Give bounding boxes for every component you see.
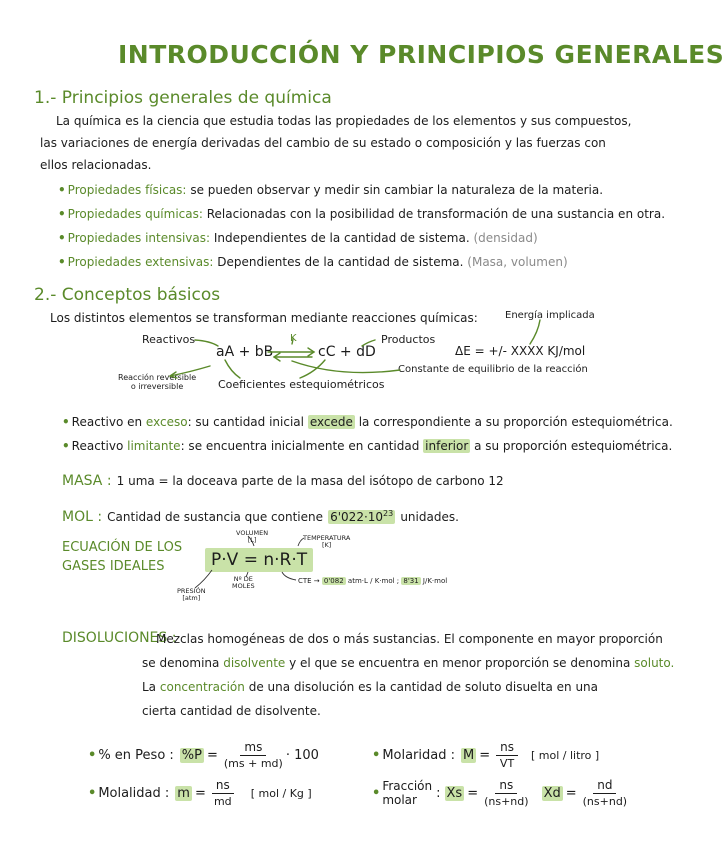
fraction: $\frac{ns}{(ns+nd)}$ <box>484 778 529 808</box>
list-item: • Propiedades intensivas: Independientes de la cantidad de sistema. (densidad) <box>58 231 538 245</box>
coeficientes-label: Coeficientes estequiométricos <box>218 378 385 391</box>
page-title: INTRODUCCIÓN Y PRINCIPIOS GENERALES <box>118 40 724 69</box>
gases-label: ECUACIÓN DE LOS GASES IDEALES <box>62 540 183 574</box>
bullet-dot: • <box>88 747 97 763</box>
section-2-heading: 2.- Conceptos básicos <box>34 285 221 305</box>
bullet-dot: • <box>58 231 66 245</box>
list-item: • Propiedades químicas: Relacionadas con la posibilidad de transformación de una sustancia en otra. <box>58 207 666 221</box>
formula-molalidad: • Molalidad : m = $\frac{ns}{md}$ [ mol / Kg ] <box>88 778 312 808</box>
bullet-dot: • <box>372 747 381 763</box>
bullet-dot: • <box>62 415 70 429</box>
formula-molaridad: • Molaridad : M = $\frac{ns}{VT}$ [ mol / litro ] <box>372 740 600 770</box>
mol-definition: MOL : Cantidad de sustancia que contiene $6'022\cdot 10^{23}$ unidades. <box>62 509 459 525</box>
bullet-dot: • <box>62 439 70 453</box>
reactivos-label: Reactivos <box>142 333 196 346</box>
moles-label: Nº DE MOLES <box>232 575 255 590</box>
disoluciones-line-2: se denomina disolvente y el que se encuentra en menor proporción se denomina soluto. <box>142 656 675 670</box>
bullet-dot: • <box>88 785 97 801</box>
bullet-dot: • <box>58 183 66 197</box>
list-item: • Reactivo limitante: se encuentra inicialmente en cantidad inferior a su proporción estequiométrica. <box>62 439 673 453</box>
list-item: • Propiedades extensivas: Dependientes de la cantidad de sistema. (Masa, volumen) <box>58 255 568 269</box>
fraction: $\frac{ns}{md}$ <box>212 778 234 808</box>
disoluciones-line-4: cierta cantidad de disolvente. <box>142 704 321 718</box>
section-1-intro-line-1: La química es la ciencia que estudia todas las propiedades de los elementos y sus compuestos, <box>56 114 632 128</box>
reversible-label: Reacción reversible o irreversible <box>118 373 197 391</box>
disoluciones-line-3: La concentración de una disolución es la cantidad de soluto disuelta en una <box>142 680 599 694</box>
fraction: $\frac{nd}{(ns+nd)}$ <box>582 778 628 808</box>
section-1-heading: 1.- Principios generales de química <box>34 88 332 108</box>
section-2-intro: Los distintos elementos se transforman mediante reacciones químicas: <box>50 311 478 325</box>
bullet-dot: • <box>58 207 66 221</box>
temperatura-label: TEMPERATURA [K] <box>303 534 351 549</box>
section-1-intro-line-3: ellos relacionadas. <box>40 158 152 172</box>
bullet-dot: • <box>372 785 381 801</box>
avogadro-number: $6'022\cdot 10^{23}$ <box>330 509 394 524</box>
bullet-dot: • <box>58 255 66 269</box>
reaction-rhs: cC + dD <box>318 344 376 360</box>
section-1-intro-line-2: las variaciones de energía derivadas del cambio de su estado o composición y las fuerzas con <box>40 136 606 150</box>
disoluciones-line-1: Mezclas homogéneas de dos o más sustancias. El componente en mayor proporción <box>156 632 663 646</box>
energia-label: Energía implicada <box>505 310 595 321</box>
list-item: • Reactivo en exceso: su cantidad inicial excede la correspondiente a su proporción estequiométrica. <box>62 415 673 429</box>
ideal-gas-equation: P·V = n·R·T <box>205 548 313 572</box>
presion-label: PRESIÓN [atm] <box>177 587 206 602</box>
formula-fraccion-molar: • Fracción molar : Xs = $\frac{ns}{(ns+nd)}$ Xd = $\frac{nd}{(ns+nd)}$ <box>372 778 628 808</box>
constante-label: Constante de equilibrio de la reacción <box>398 364 588 375</box>
reaction-lhs: aA + bB <box>216 344 274 360</box>
volumen-label: VOLUMEN [L] <box>236 529 269 544</box>
k-label: K <box>290 333 297 344</box>
list-item: • Propiedades físicas: se pueden observar y medir sin cambiar la naturaleza de la materia. <box>58 183 604 197</box>
productos-label: Productos <box>381 333 436 346</box>
fraction: $\frac{ns}{VT}$ <box>496 740 518 770</box>
delta-energy: ΔE = +/- XXXX KJ/mol <box>455 344 586 358</box>
masa-definition: MASA : 1 uma = la doceava parte de la masa del isótopo de carbono 12 <box>62 473 504 489</box>
fraction: $\frac{ms}{(ms + md)}$ <box>223 740 283 770</box>
disoluciones-label: DISOLUCIONES : <box>62 630 177 646</box>
formula-peso: • % en Peso : %P = $\frac{ms}{(ms + md)}$ · 100 <box>88 740 319 770</box>
gas-constant: CTE → 0'082 atm·L / K·mol ; 8'31 J/K·mol <box>298 577 448 585</box>
